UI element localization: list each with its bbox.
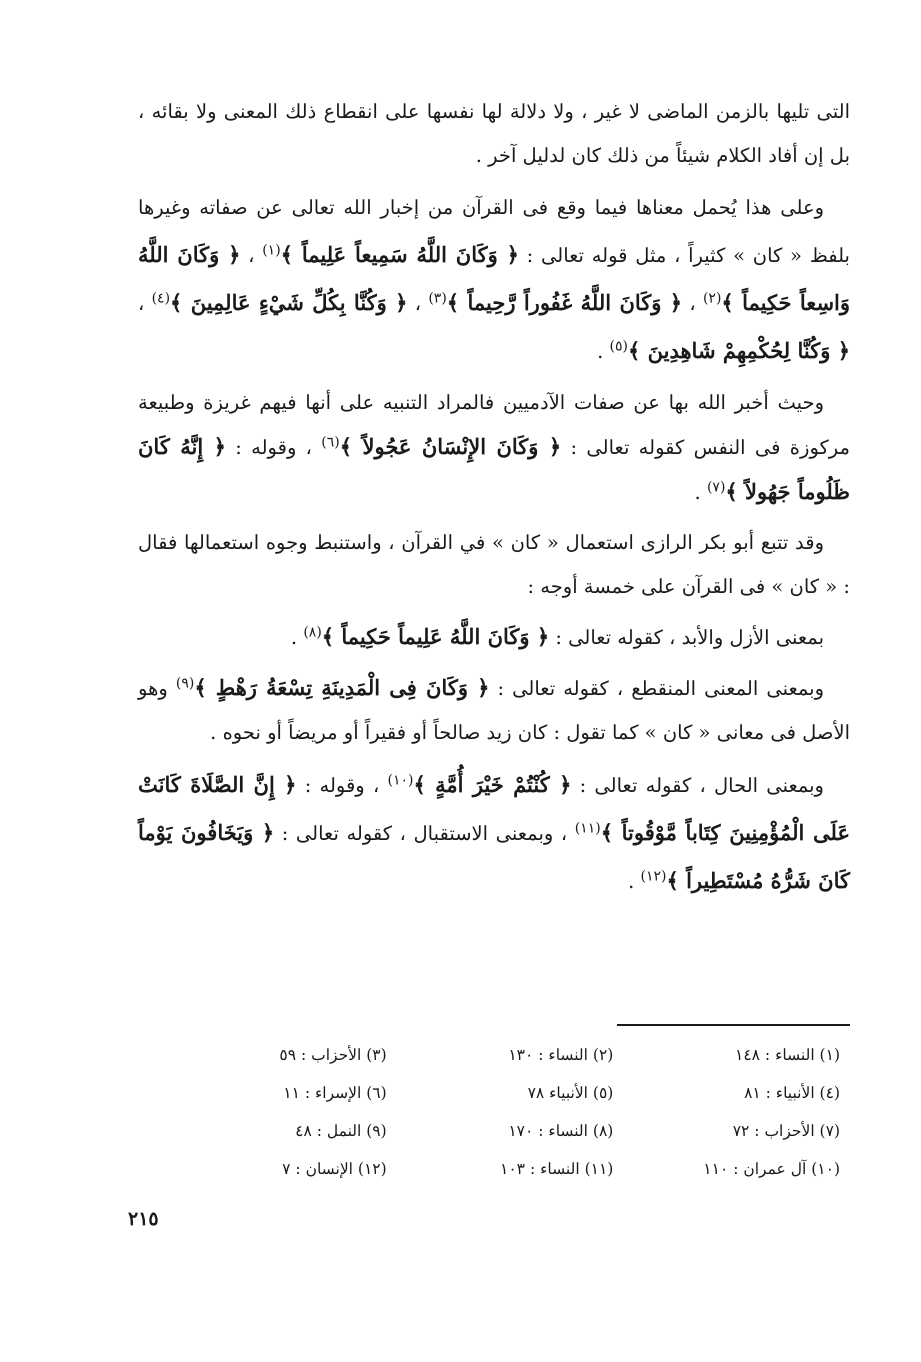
- body-text: .: [597, 340, 610, 363]
- footnote-4: (٤) الأنبياء : ٨١: [744, 1084, 840, 1102]
- body-text: ،: [240, 244, 263, 267]
- body-text: وحيث أخبر الله بها عن صفات الآدميين فالمراد التنبيه على أنها فيهم غريزة وطبيعة مركوزة فى النفس كقوله تعالى :: [138, 391, 851, 459]
- quran-verse: ﴿ إِنَّ الصَّلَاةَ كَانَتْ عَلَى الْمُؤْمِنِينَ كِتَاباً مَّوْقُوتاً ﴾: [138, 772, 850, 845]
- footnote-ref: (٤): [151, 290, 171, 307]
- footnotes: [160, 1040, 840, 1184]
- paragraph-6: [138, 666, 850, 755]
- quran-verse: ﴿ إِنَّهُ كَانَ ظَلُوماً جَهُولاً ﴾: [138, 434, 850, 504]
- body-text: .: [290, 626, 304, 649]
- footnote-1: (١) النساء : ١٤٨: [735, 1046, 840, 1064]
- footnote-ref: (١١): [574, 820, 601, 837]
- footnote-11: (١١) النساء : ١٠٣: [500, 1160, 614, 1178]
- body-text: ،: [138, 292, 152, 315]
- quran-verse: ﴿ كُنْتُمْ خَيْرَ أُمَّةٍ ﴾: [413, 772, 572, 797]
- paragraph-1: [138, 90, 850, 178]
- body-text: ، وقوله :: [296, 774, 388, 797]
- footnote-12: (١٢) الإنسان : ٧: [282, 1160, 387, 1178]
- footnote-ref: (٩): [175, 675, 195, 692]
- body-text: ، وبمعنى الاستقبال ، كقوله تعالى :: [274, 822, 575, 845]
- footnote-3: (٣) الأحزاب : ٥٩: [279, 1046, 387, 1064]
- page-number: ٢١٥: [128, 1208, 159, 1230]
- quran-verse: ﴿ وَكَانَ اللَّهُ سَمِيعاً عَلِيماً ﴾: [280, 242, 519, 267]
- footnote-2: (٢) النساء : ١٣٠: [508, 1046, 614, 1064]
- body-text: وبمعنى الحال ، كقوله تعالى :: [571, 774, 824, 797]
- body-text: وعلى هذا يُحمل معناها فيما وقع فى القرآن من إخبار الله تعالى عن صفاته وغيرها بلفظ « كان » كثيراً ، مثل قوله تعالى :: [138, 196, 850, 267]
- body-text: .: [628, 870, 641, 893]
- footnote-ref: (١٠): [387, 772, 414, 789]
- body-text: وهو الأصل فى معانى « كان » كما تقول : كان زيد صالحاً أو فقيراً أو مريضاً أو نحوه .: [138, 677, 850, 744]
- footnote-ref: (١٢): [640, 868, 667, 885]
- footnote-ref: (٥): [609, 338, 628, 355]
- quran-verse: ﴿ وَكُنَّا بِكُلِّ شَيْءٍ عَالِمِينَ ﴾: [170, 290, 408, 315]
- quran-verse: ﴿ وَكَانَ فِى الْمَدِينَةِ تِسْعَةُ رَهْطٍ ﴾: [194, 675, 490, 700]
- footnote-separator: [617, 1024, 850, 1026]
- footnote-5: (٥) الأنبياء ٧٨: [527, 1084, 614, 1102]
- footnote-8: (٨) النساء : ١٧٠: [508, 1122, 614, 1140]
- quran-verse: ﴿ وَكُنَّا لِحُكْمِهِمْ شَاهِدِينَ ﴾: [628, 338, 850, 363]
- footnote-ref: (٦): [321, 434, 340, 451]
- footnote-9: (٩) النمل : ٤٨: [295, 1122, 387, 1140]
- body-text: وقد تتبع أبو بكر الرازى استعمال « كان » في القرآن ، واستنبط وجوه استعمالها فقال : « كان » فى القرآن على خمسة أوجه :: [138, 531, 850, 598]
- quran-verse: ﴿ وَيَخَافُونَ يَوْماً كَانَ شَرُّهُ مُسْتَطِيراً ﴾: [138, 820, 850, 893]
- footnote-ref: (١): [262, 242, 281, 259]
- body-text: ،: [407, 292, 429, 315]
- footnote-6: (٦) الإسراء : ١١: [283, 1084, 387, 1102]
- paragraph-2: [138, 184, 850, 375]
- footnote-ref: (٣): [428, 290, 447, 307]
- quran-verse: ﴿ وَكَانَ اللَّهُ غَفُوراً رَّحِيماً ﴾: [446, 290, 683, 315]
- quran-verse: ﴿ وَكَانَ اللَّهُ وَاسِعاً حَكِيماً ﴾: [138, 242, 851, 315]
- body-text: وبمعنى المعنى المنقطع ، كقوله تعالى :: [489, 677, 824, 700]
- footnote-ref: (٢): [702, 290, 722, 307]
- body-text: بمعنى الأزل والأبد ، كقوله تعالى :: [549, 626, 824, 649]
- footnote-ref: (٧): [706, 479, 726, 496]
- body-text: ،: [682, 292, 703, 315]
- footnote-10: (١٠) آل عمران : ١١٠: [703, 1160, 840, 1178]
- body-text: .: [694, 481, 707, 504]
- quran-verse: ﴿ وَكَانَ الإِنْسَانُ عَجُولاً ﴾: [339, 434, 562, 459]
- paragraph-5: [138, 615, 850, 660]
- footnote-7: (٧) الأحزاب : ٧٢: [732, 1122, 840, 1140]
- footnote-ref: (٨): [303, 624, 322, 641]
- quran-verse: ﴿ وَكَانَ اللَّهُ عَلِيماً حَكِيماً ﴾: [321, 624, 550, 649]
- paragraph-3: [138, 381, 850, 515]
- body-text: التى تليها بالزمن الماضى لا غير ، ولا دلالة لها نفسها على انقطاع ذلك المعنى ولا بقائه ، بل إن أفاد الكلام شيئاً من ذلك كان لدليل آخر .: [138, 100, 850, 167]
- paragraph-7: [138, 761, 850, 905]
- paragraph-4: [138, 521, 850, 609]
- body-text: ، وقوله :: [225, 436, 322, 459]
